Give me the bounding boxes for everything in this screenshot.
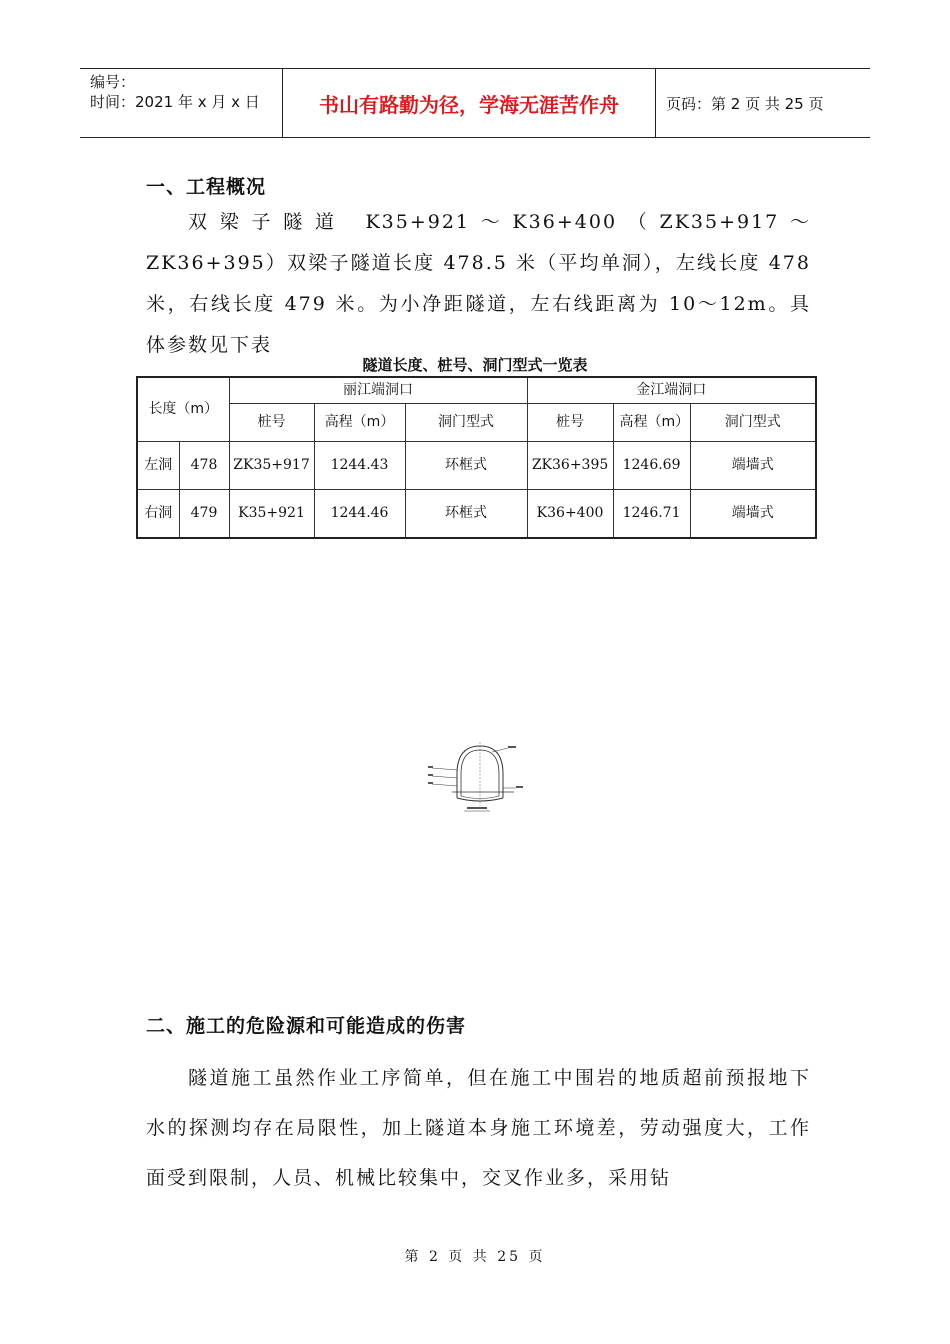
col-pile-1: 桩号 bbox=[229, 403, 314, 441]
table-caption: 隧道长度、桩号、洞门型式一览表 bbox=[362, 356, 588, 374]
col-type-2: 洞门型式 bbox=[690, 403, 816, 441]
row-elev-2: 1246.69 bbox=[613, 441, 690, 489]
row-type-2: 端墙式 bbox=[690, 489, 816, 538]
col-elev-1: 高程（m） bbox=[314, 403, 405, 441]
page-header bbox=[80, 68, 870, 138]
row-name: 左洞 bbox=[137, 441, 179, 489]
tunnel-table bbox=[136, 376, 817, 539]
row-type-1: 环框式 bbox=[405, 441, 527, 489]
overview-paragraph: 双梁子隧道 K35+921～K36+400（ZK35+917～ZK36+395）双梁子隧道长度 478.5 米（平均单洞），左线长度 478 米，右线长度 479 米。为小净距隧道，左右线距离为 10～12m。具体参数见下表 bbox=[146, 211, 811, 356]
tunnel-section-figure bbox=[420, 740, 530, 815]
length-header: 长度（m） bbox=[137, 377, 229, 441]
row-length: 479 bbox=[179, 489, 229, 538]
time-label: 时间：2021 年 x 月 x 日 bbox=[90, 93, 260, 111]
group-jinjiang: 金江端洞口 bbox=[527, 377, 816, 403]
row-name: 右洞 bbox=[137, 489, 179, 538]
row-type-1: 环框式 bbox=[405, 489, 527, 538]
row-pile-2: K36+400 bbox=[527, 489, 613, 538]
col-elev-2: 高程（m） bbox=[613, 403, 690, 441]
header-meta bbox=[80, 69, 282, 137]
table-row bbox=[137, 441, 816, 489]
table-row bbox=[137, 489, 816, 538]
row-elev-1: 1244.43 bbox=[314, 441, 405, 489]
row-pile-1: ZK35+917 bbox=[229, 441, 314, 489]
row-elev-1: 1244.46 bbox=[314, 489, 405, 538]
col-type-1: 洞门型式 bbox=[405, 403, 527, 441]
row-type-2: 端墙式 bbox=[690, 441, 816, 489]
header-motto: 书山有路勤为径，学海无涯苦作舟 bbox=[282, 69, 656, 137]
section-title-overview: 一、工程概况 bbox=[146, 176, 267, 198]
row-pile-1: K35+921 bbox=[229, 489, 314, 538]
header-page-code: 页码：第 2 页 共 25 页 bbox=[666, 94, 824, 113]
row-length: 478 bbox=[179, 441, 229, 489]
row-elev-2: 1246.71 bbox=[613, 489, 690, 538]
page-footer: 第 2 页 共 25 页 bbox=[404, 1249, 546, 1265]
group-lijiang: 丽江端洞口 bbox=[229, 377, 527, 403]
section-title-hazards: 二、施工的危险源和可能造成的伤害 bbox=[146, 1015, 467, 1037]
hazards-paragraph: 隧道施工虽然作业工序简单，但在施工中围岩的地质超前预报地下水的探测均存在局限性，加上隧道本身施工环境差，劳动强度大，工作面受到限制，人员、机械比较集中，交叉作业多，采用钻 bbox=[146, 1067, 811, 1189]
col-pile-2: 桩号 bbox=[527, 403, 613, 441]
row-pile-2: ZK36+395 bbox=[527, 441, 613, 489]
number-label: 编号： bbox=[90, 73, 136, 91]
